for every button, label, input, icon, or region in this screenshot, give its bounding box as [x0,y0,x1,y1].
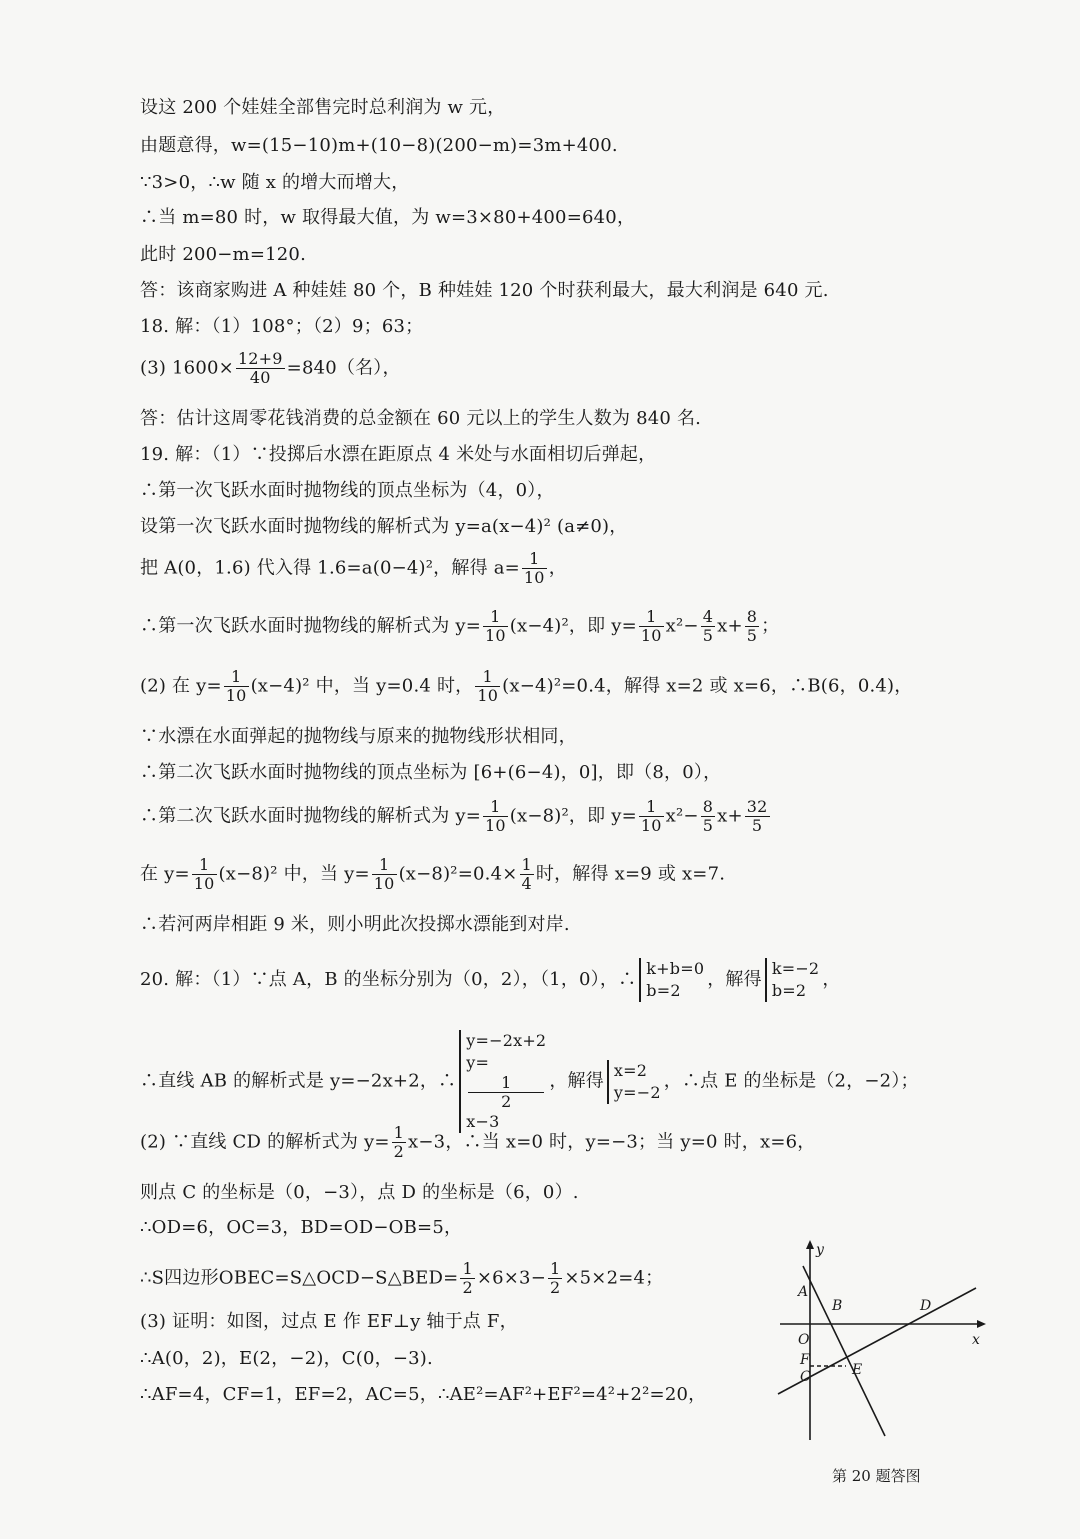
fraction [483,798,508,835]
expr-part: x+ [717,805,743,827]
expr-part: ； [761,615,780,637]
fraction [483,608,508,645]
equation: y=−2 [613,1082,661,1102]
expr-part: 在 y= [140,863,190,885]
expr-part: (2) 在 y= [140,675,222,697]
fraction [520,856,534,893]
text-line [140,550,567,587]
expr-part: ，解得 [549,1070,604,1092]
expr-part: ，解得 [707,969,762,990]
fraction [548,1260,562,1297]
fraction [701,798,715,835]
text-line: 18. 解：（1）108°；（2）9；63； [140,316,424,337]
label-e: E [852,1362,863,1378]
equation: b=2 [646,981,681,1000]
label-y: y [816,1242,824,1258]
fraction [392,1124,406,1161]
fraction [236,350,285,387]
fraction [522,550,547,587]
expr-part: ， [822,969,841,990]
fraction-denominator: 10 [225,686,247,705]
label-b: B [832,1298,843,1314]
fraction [475,668,500,705]
equation [466,1052,546,1133]
text-line [140,668,912,705]
text-line [140,1260,663,1297]
expr-part: (2) ∵直线 CD 的解析式为 y= [140,1131,390,1153]
label-d: D [920,1298,932,1314]
equation: b=2 [771,981,807,1000]
equation: y=−2x+2 [466,1031,547,1050]
text-line: 设这 200 个娃娃全部售完时总利润为 w 元， [140,97,506,118]
text-line: ∴OD=6，OC=3，BD=OD−OB=5， [140,1217,463,1238]
line-ab [803,1266,885,1436]
expr-part: (x−4)²=0.4，解得 x=2 或 x=6，∴B(6，0.4)， [502,675,913,697]
fraction [639,608,664,645]
expr-part: 把 A(0，1.6) 代入得 1.6=a(0−4)²，解得 a= [140,557,520,579]
fraction-denominator: 10 [484,626,506,645]
text-line: ∴第二次飞跃水面时抛物线的顶点坐标为 [6+(6−4)，0]，即（8，0）， [140,762,722,783]
fraction-numerator: 1 [549,1259,561,1278]
fraction-numerator: 1 [224,668,249,687]
text-line: ∴A(0，2)，E(2，−2)，C(0，−3). [140,1348,433,1369]
expr-part: ∴第二次飞跃水面时抛物线的解析式为 y= [140,805,481,827]
figure-caption: 第 20 题答图 [832,1467,921,1485]
fraction-denominator: 5 [702,626,714,645]
text-line [140,958,841,1002]
fraction [224,668,249,705]
expr-part: x²− [665,615,699,637]
fraction-numerator: 8 [746,607,758,626]
expr-part: x−3，∴当 x=0 时，y=−3；当 y=0 时，x=6， [408,1131,816,1153]
fraction-numerator: 1 [192,856,217,875]
text-line: ∴AF=4，CF=1，EF=2，AC=5，∴AE²=AF²+EF²=4²+2²=20， [140,1384,707,1405]
fraction-denominator: 10 [523,568,545,587]
text-line: ∵3>0，∴w 随 x 的增大而增大， [140,172,410,193]
expr-part: ×5×2=4； [564,1267,664,1289]
text-line [140,350,401,387]
fraction-denominator: 2 [501,1092,512,1111]
expr-part: y= [466,1053,490,1072]
equation: x=2 [613,1060,648,1080]
text-line [140,608,779,645]
expr-part: =840（名）， [286,357,401,379]
fraction-denominator: 10 [373,874,395,893]
equation-system [765,958,820,1002]
expr-part: (x−8)² 中，当 y= [218,863,370,885]
fraction-denominator: 2 [393,1142,405,1161]
expr-part: ∴S四边形OBEC=S△OCD−S△BED= [140,1267,459,1289]
fraction-numerator: 32 [746,797,768,816]
fraction-denominator: 5 [746,626,758,645]
fraction [745,608,759,645]
equation-system [639,958,704,1002]
text-line: 此时 200−m=120. [140,244,306,265]
expr-part: (x−4)² 中，当 y=0.4 时， [250,675,474,697]
fraction-denominator: 10 [484,816,506,835]
fraction-numerator: 1 [639,608,664,627]
text-line [140,1124,815,1161]
equation: k=−2 [771,959,820,978]
fraction [468,1074,544,1111]
expr-part: x+ [717,615,743,637]
fraction-numerator: 1 [475,668,500,687]
text-line: 19. 解：（1）∵投掷后水漂在距原点 4 米处与水面相切后弹起， [140,444,657,465]
text-line: ∴当 m=80 时，w 取得最大值，为 w=3×80+400=640， [140,207,636,228]
fraction-denominator: 5 [702,816,714,835]
text-line: 由题意得，w=(15−10)m+(10−8)(200−m)=3m+400. [140,135,618,156]
fraction-numerator: 1 [468,1074,544,1093]
expr-part: x²− [665,805,699,827]
coordinate-figure [770,1240,990,1450]
expr-part: x−3 [466,1112,500,1131]
fraction-numerator: 1 [393,1123,405,1142]
fraction-numerator: 1 [372,856,397,875]
text-line: (3) 证明：如图，过点 E 作 EF⊥y 轴于点 F， [140,1311,518,1332]
fraction-numerator: 8 [702,797,714,816]
fraction-denominator: 10 [193,874,215,893]
fraction [192,856,217,893]
fraction-numerator: 1 [521,855,532,874]
fraction-numerator: 1 [483,608,508,627]
fraction-denominator: 40 [249,368,271,387]
text-line: ∴第一次飞跃水面时抛物线的顶点坐标为（4，0）， [140,480,555,501]
expr-part: ×6×3− [476,1267,546,1289]
expr-part: 时，解得 x=9 或 x=7. [535,863,726,885]
text-line: 答：该商家购进 A 种娃娃 80 个，B 种娃娃 120 个时获利最大，最大利润是 640 元. [140,280,829,301]
fraction-numerator: 1 [462,1259,473,1278]
y-axis-arrow [806,1240,814,1249]
text-line: 则点 C 的坐标是（0，−3），点 D 的坐标是（6，0）. [140,1182,579,1203]
fraction-numerator: 12+9 [237,349,283,368]
expr-part: ∴第一次飞跃水面时抛物线的解析式为 y= [140,615,481,637]
fraction-denominator: 10 [640,816,662,835]
fraction [639,798,664,835]
expr-part: (x−8)²，即 y= [509,805,637,827]
text-line [140,856,725,893]
equation-system [607,1060,661,1104]
label-x: x [972,1332,980,1348]
equation-system [459,1030,546,1133]
fraction-numerator: 1 [639,798,664,817]
fraction-denominator: 10 [640,626,662,645]
expr-part: ， [548,557,567,579]
expr-part: ，∴点 E 的坐标是（2，−2）； [663,1070,919,1092]
text-line: ∴若河两岸相距 9 米，则小明此次投掷水漂能到对岸. [140,914,570,935]
text-line [140,1030,919,1133]
x-axis-arrow [977,1320,986,1328]
fraction-denominator: 5 [751,816,763,835]
equation: k+b=0 [646,959,705,978]
fraction-numerator: 1 [483,798,508,817]
fraction [372,856,397,893]
label-o: O [798,1332,810,1348]
text-line: ∵水漂在水面弹起的抛物线与原来的抛物线形状相同， [140,726,577,747]
fraction [701,608,715,645]
text-line [140,798,772,835]
fraction-denominator: 4 [521,874,532,893]
fraction [745,798,770,835]
fraction-denominator: 2 [462,1278,473,1297]
label-a: A [798,1284,809,1300]
fraction-denominator: 2 [549,1278,561,1297]
fraction [460,1260,474,1297]
fraction-numerator: 4 [702,607,714,626]
fraction-numerator: 1 [522,550,547,569]
label-c: C [800,1369,811,1385]
expr-part: 20. 解：（1）∵点 A，B 的坐标分别为（0，2），（1，0），∴ [140,969,637,990]
fraction-denominator: 10 [477,686,499,705]
label-f: F [800,1352,810,1368]
expr-part: (x−4)²，即 y= [509,615,637,637]
text-line: 设第一次飞跃水面时抛物线的解析式为 y=a(x−4)² (a≠0)， [140,516,628,537]
expr-part: (x−8)²=0.4× [398,863,518,885]
expr-part: (3) 1600× [140,357,234,379]
text-line: 答：估计这周零花钱消费的总金额在 60 元以上的学生人数为 840 名. [140,408,702,429]
expr-part: ∴直线 AB 的解析式是 y=−2x+2，∴ [140,1070,457,1092]
